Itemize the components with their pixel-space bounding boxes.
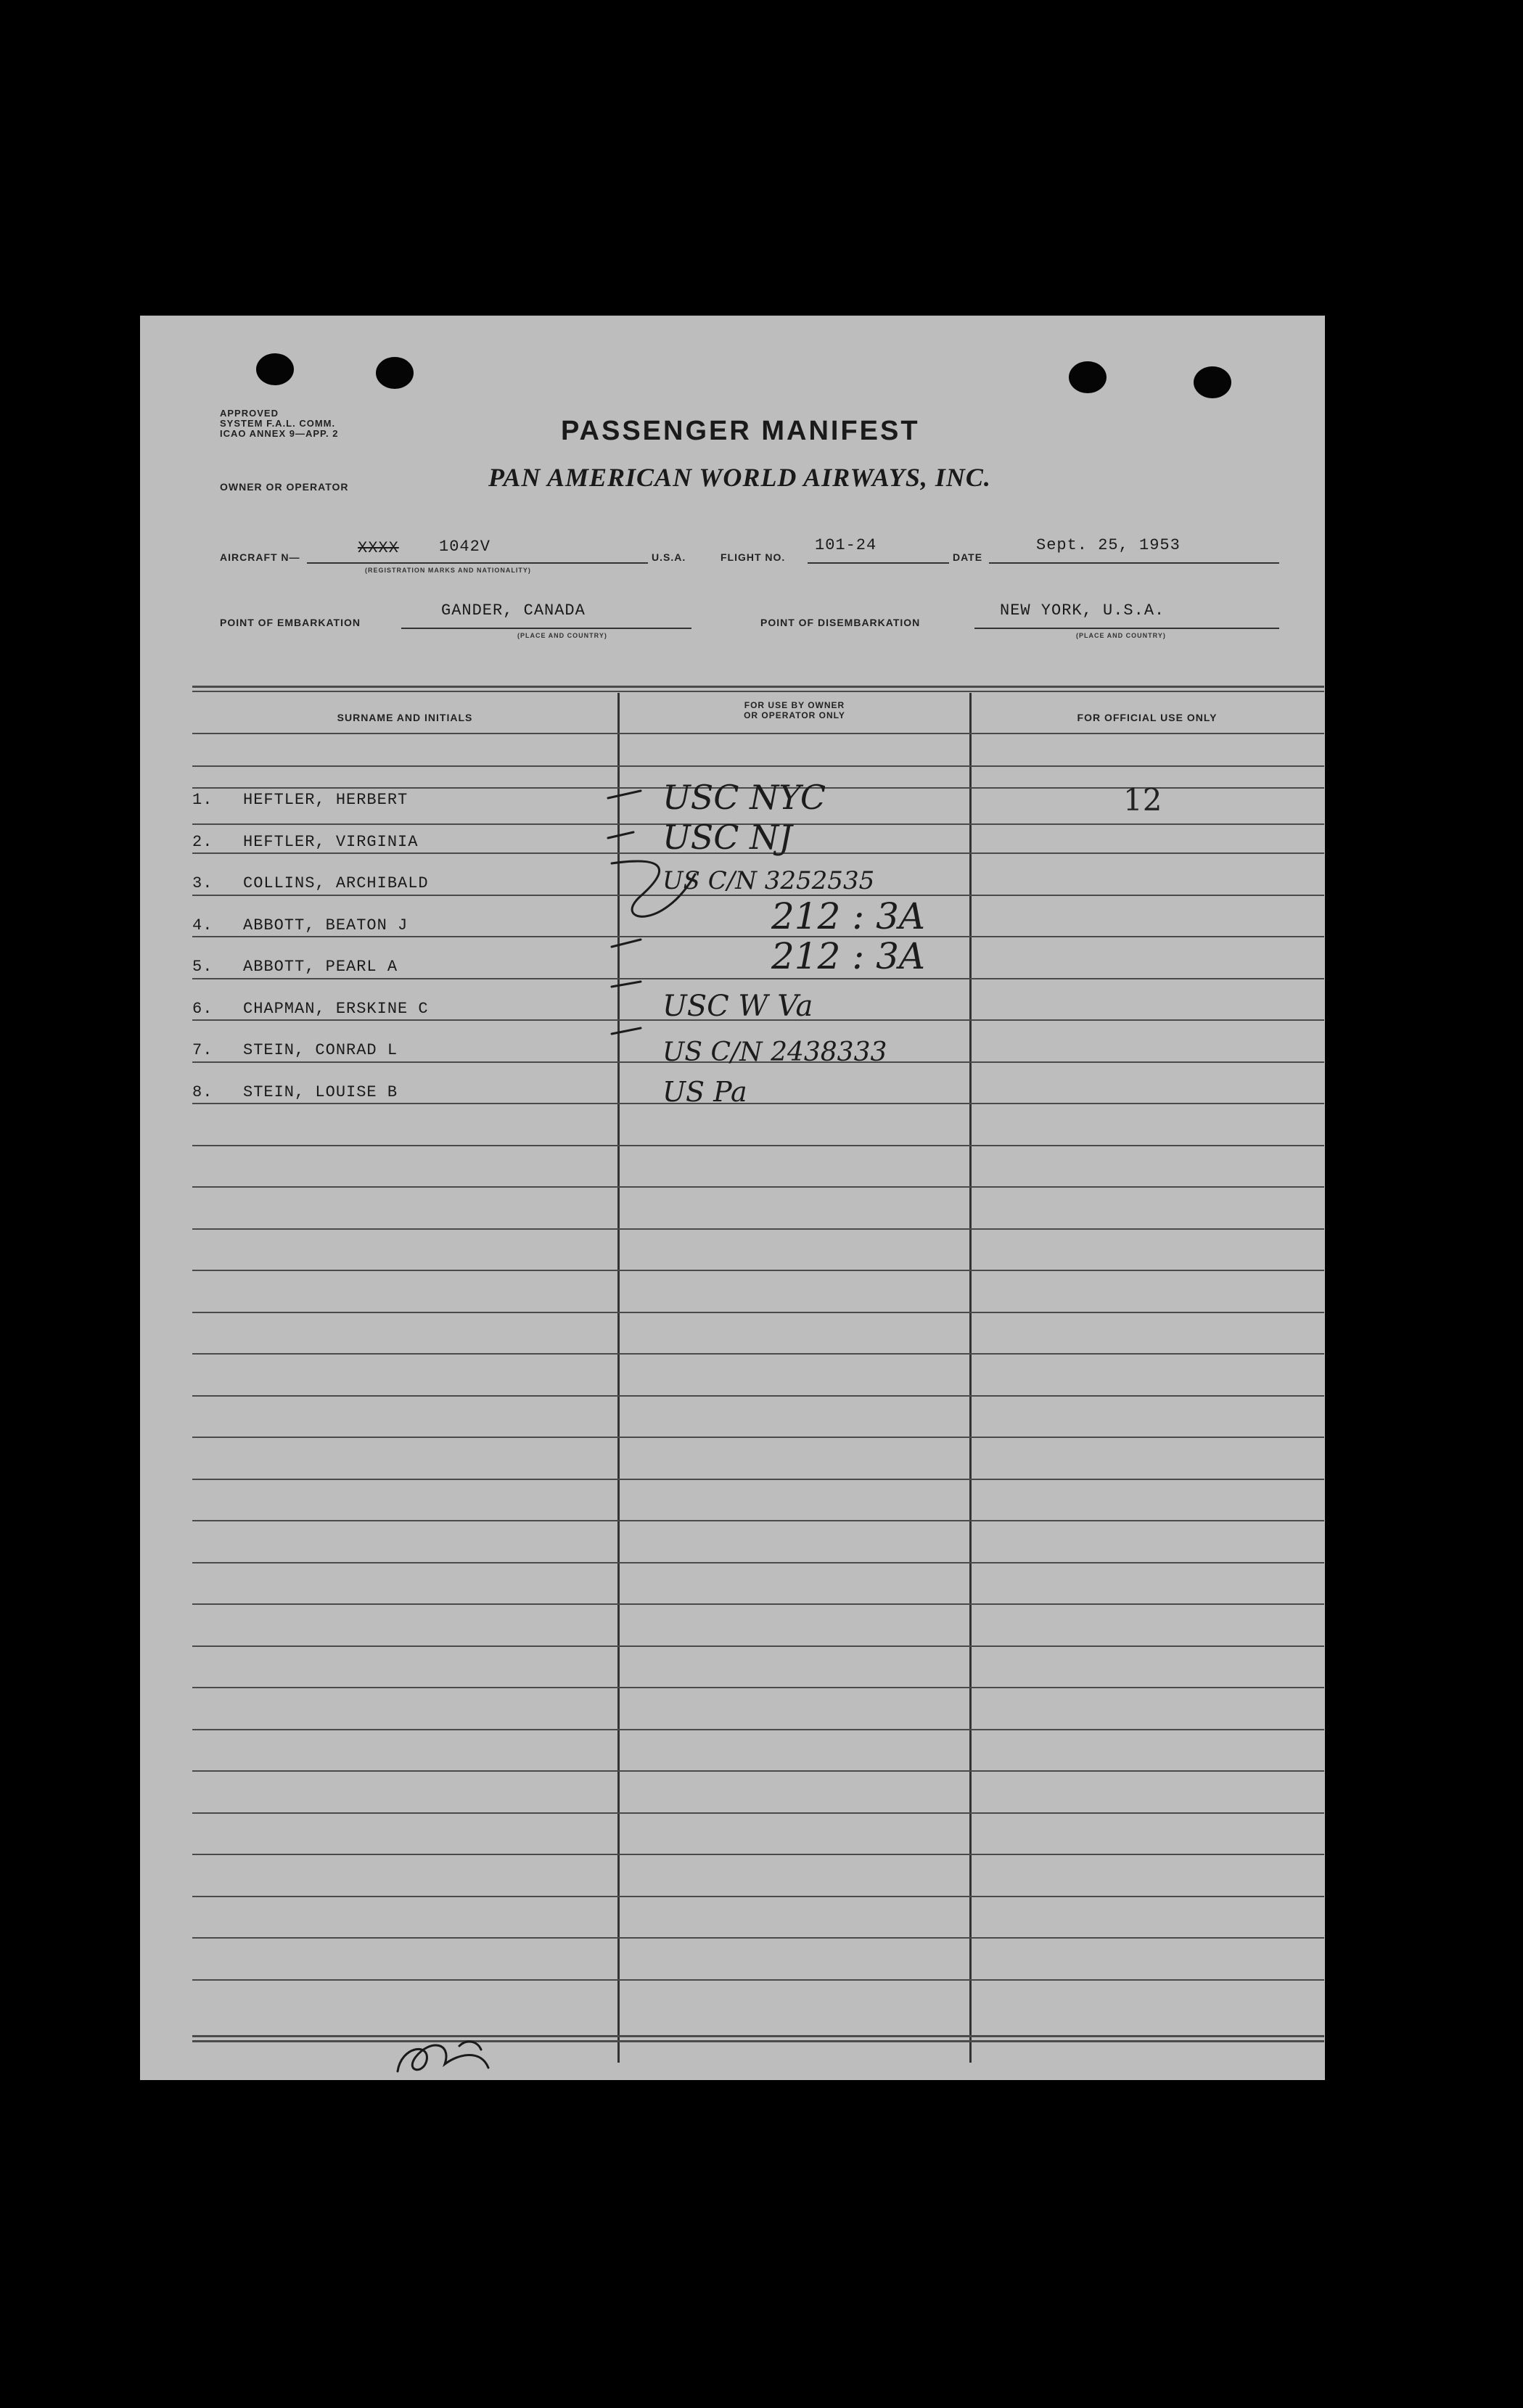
ruled-line [192,733,1324,734]
page-title: PASSENGER MANIFEST [561,416,920,446]
passenger-name: COLLINS, ARCHIBALD [243,874,429,892]
passenger-row [192,916,555,938]
usa-label: U.S.A. [652,551,686,563]
handwritten-row4: 212 : 3A [771,895,925,937]
passenger-name: CHAPMAN, ERSKINE C [243,999,429,1018]
date-label: DATE [953,551,983,563]
punch-hole [256,353,294,385]
punch-hole [1194,366,1231,398]
disembarkation-caption: (PLACE AND COUNTRY) [1076,632,1166,639]
ruled-line [192,1645,1324,1647]
handwritten-row3: US C/N 3252535 [662,866,875,895]
table-bottom-rule [192,2040,1324,2042]
date-underline [989,562,1279,564]
passenger-row [192,874,555,896]
ruled-line [192,1896,1324,1897]
embarkation-caption: (PLACE AND COUNTRY) [517,632,607,639]
disembarkation-label: POINT OF DISEMBARKATION [760,617,921,628]
passenger-row [192,833,555,855]
ruled-line [192,1186,1324,1188]
ruled-line [192,1353,1324,1355]
registration-caption: (REGISTRATION MARKS AND NATIONALITY) [365,567,531,574]
ruled-line [192,1145,1324,1146]
owner-label: OWNER OR OPERATOR [220,481,349,493]
ruled-line [192,1770,1324,1772]
passenger-number: 8. [192,1082,213,1101]
passenger-name: STEIN, CONRAD L [243,1041,398,1059]
embarkation-underline [401,628,691,629]
ruled-line [192,1812,1324,1814]
ruled-line [192,1979,1324,1981]
handwritten-row8: US Pa [662,1076,747,1108]
handwritten-annotations [140,316,1325,2080]
official-count: 12 [1123,782,1162,818]
punch-hole [1069,361,1107,393]
bracket-mark [612,861,695,916]
ruled-line [192,1687,1324,1688]
embarkation-label: POINT OF EMBARKATION [220,617,361,628]
flight-label: FLIGHT NO. [721,551,786,563]
passenger-number: 1. [192,791,213,809]
aircraft-value: 1042V [439,538,491,556]
passenger-name: ABBOTT, PEARL A [243,958,398,976]
passenger-name: ABBOTT, BEATON J [243,916,409,934]
ruled-line [192,823,1324,825]
ruled-line [192,1312,1324,1313]
date-value: Sept. 25, 1953 [1036,536,1181,554]
aircraft-label: AIRCRAFT N— [220,551,300,563]
table-bottom-rule [192,2035,1324,2037]
flight-underline [808,562,949,564]
passenger-name: HEFTLER, VIRGINIA [243,832,419,851]
aircraft-struck-prefix: XXXX [358,539,399,557]
column-header-official: FOR OFFICIAL USE ONLY [1077,712,1218,723]
punch-hole [376,357,414,389]
disembarkation-underline [974,628,1279,629]
handwritten-row6: USC W Va [662,990,813,1023]
passenger-row [192,958,555,979]
ruled-line [192,1520,1324,1521]
passenger-name: STEIN, LOUISE B [243,1082,398,1101]
passenger-number: 5. [192,958,213,976]
ruled-line [192,1479,1324,1480]
column-divider [617,693,620,2063]
passenger-number: 6. [192,999,213,1018]
table-top-rule [192,686,1324,688]
ruled-line [192,1729,1324,1730]
passenger-row [192,1000,555,1022]
approval-block [220,408,339,439]
passenger-row [192,1041,555,1063]
ruled-line [192,1603,1324,1605]
flight-value: 101-24 [815,536,877,554]
aircraft-underline [307,562,648,564]
ruled-line [192,1270,1324,1271]
ruled-line [192,1937,1324,1939]
handwritten-row7: US C/N 2438333 [662,1037,887,1067]
column-header-owner-use-line: FOR USE BY OWNER [744,700,845,710]
ruled-line [192,765,1324,767]
manifest-sheet [140,316,1325,2080]
handwritten-row2: USC NJ [662,818,792,857]
column-header-owner-use [620,700,969,720]
table-top-rule [192,691,1324,692]
ruled-line [192,1437,1324,1438]
approval-line: APPROVED [220,408,279,419]
ruled-line [192,1562,1324,1563]
ruled-line [192,1395,1324,1397]
passenger-number: 7. [192,1041,213,1059]
ruled-line [192,1228,1324,1230]
passenger-row [192,791,555,813]
column-divider [969,693,972,2063]
passenger-number: 2. [192,832,213,851]
handwritten-row5: 212 : 3A [771,935,925,977]
ruled-line [192,1854,1324,1855]
handwritten-row1: USC NYC [662,778,826,817]
approval-line: SYSTEM F.A.L. COMM. [220,418,336,429]
check-mark [608,791,641,1034]
column-header-surname: SURNAME AND INITIALS [337,712,473,723]
passenger-row [192,1083,555,1105]
owner-value: PAN AMERICAN WORLD AIRWAYS, INC. [488,463,991,492]
passenger-name: HEFTLER, HERBERT [243,791,409,809]
embarkation-value: GANDER, CANADA [441,601,586,620]
column-header-owner-use-line: OR OPERATOR ONLY [744,710,845,720]
passenger-number: 4. [192,916,213,934]
disembarkation-value: NEW YORK, U.S.A. [1000,601,1165,620]
approval-line: ICAO ANNEX 9—APP. 2 [220,428,339,439]
signature-mark [398,2042,488,2071]
passenger-number: 3. [192,874,213,892]
